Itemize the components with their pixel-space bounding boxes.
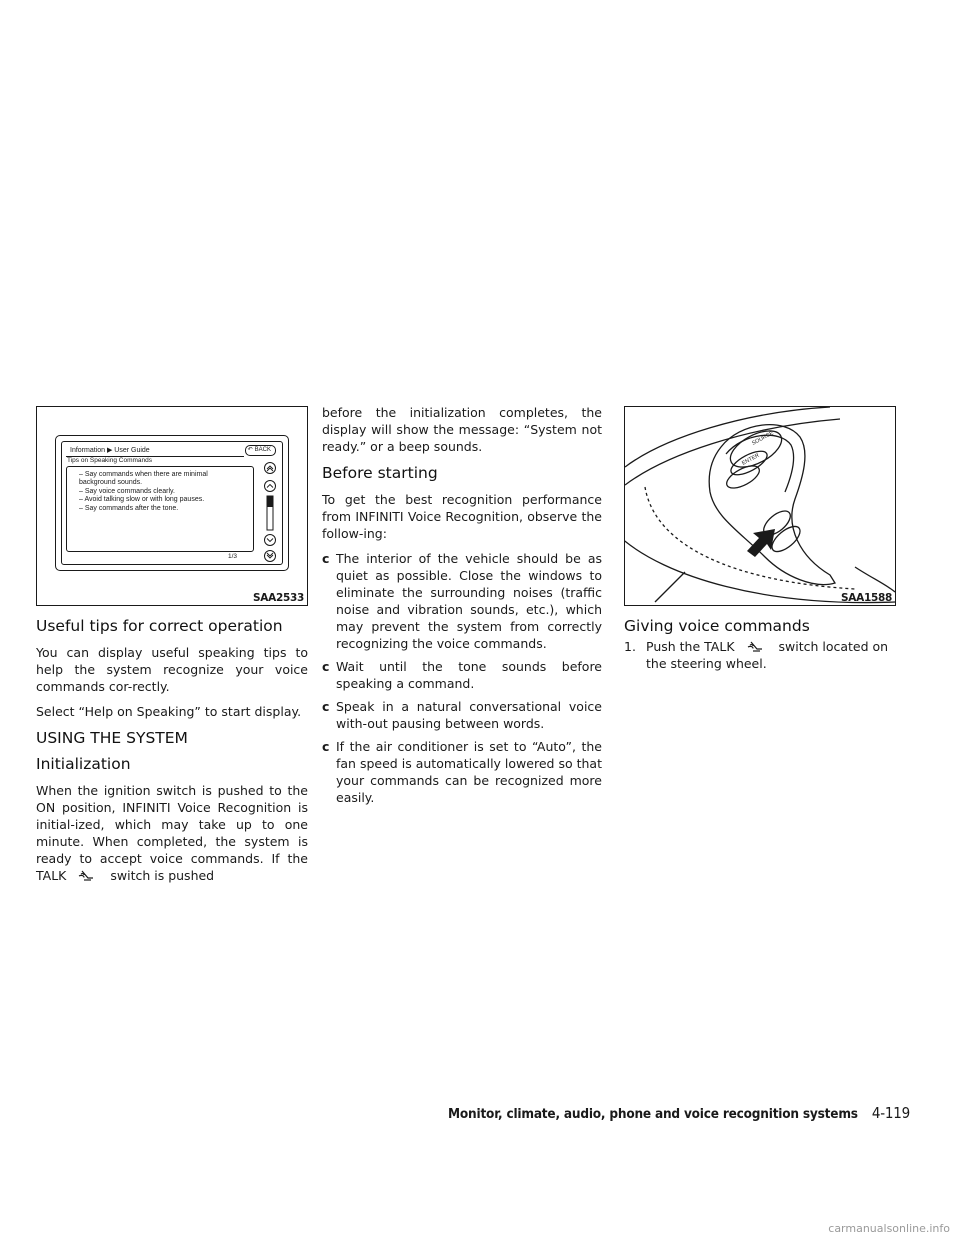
steering-wheel-illustration (625, 407, 895, 605)
column-1 (36, 616, 308, 892)
back-button[interactable] (245, 445, 276, 456)
paragraph-tips-1: You can display useful speaking tips to help the system recognize your voice commands cor-rectly. (36, 645, 308, 694)
enter-button-label: ENTER (741, 452, 761, 467)
back-arrow-icon: ↶ (247, 447, 253, 453)
figure-label: SAA2533 (253, 592, 304, 604)
page-up-icon[interactable] (265, 463, 276, 474)
back-button-label: BACK (254, 447, 271, 453)
scroll-up-icon[interactable] (265, 481, 276, 492)
tip-line: – Say commands after the tone. (79, 504, 179, 512)
list-item: c Wait until the tone sounds before speaking a command. (322, 659, 602, 691)
column-3 (624, 616, 896, 672)
tip-line: – Say commands when there are minimal (79, 471, 208, 478)
tip-line: – Avoid talking slow or with long pauses. (79, 496, 205, 504)
source-button-label: SOURCE (751, 430, 775, 447)
talk-switch-icon (70, 868, 106, 882)
bullet-mark: c (322, 739, 330, 754)
tips-box (66, 466, 254, 552)
heading-giving-voice-commands: Giving voice commands (624, 617, 810, 635)
list-item: c If the air conditioner is set to “Auto”, the fan speed is automatically lowered so that your commands can be recognized more easily. (322, 739, 602, 805)
heading-using-the-system: USING THE SYSTEM (36, 729, 188, 747)
footer-section-title: Monitor, climate, audio, phone and voice recognition systems (448, 1106, 858, 1122)
scroll-controls (258, 460, 282, 564)
page-footer (448, 1104, 910, 1122)
figure-label: SAA1588 (841, 592, 892, 604)
paragraph-continued: before the initialization completes, the display will show the message: “System not ready.” or a beep sounds. (322, 405, 602, 454)
heading-before-starting: Before starting (322, 464, 438, 482)
list-item: c Speak in a natural conversational voice with-out pausing between words. (322, 699, 602, 731)
paragraph-initialization (36, 782, 308, 884)
screen-title: Tips on Speaking Commands (67, 457, 153, 464)
tip-line: – Say voice commands clearly. (79, 487, 175, 495)
step-text-after: switch located on the steering wheel. (646, 639, 889, 671)
tip-line: background sounds. (79, 479, 143, 487)
figure-steering-wheel (624, 406, 896, 606)
figure-speaking-tips-screen (36, 406, 308, 606)
paragraph-tips-2: Select “Help on Speaking” to start display. (36, 704, 302, 719)
talk-switch-icon (739, 639, 775, 653)
heading-useful-tips: Useful tips for correct operation (36, 617, 283, 635)
screen-display (61, 441, 283, 565)
heading-initialization: Initialization (36, 755, 131, 773)
init-text-before: When the ignition switch is pushed to the ON position, INFINITI Voice Recognition is initial-ized, which may take up to one minute. When completed, the system is ready to accept voice commands. If the TALK (36, 783, 308, 883)
watermark: carmanualsonline.info (828, 1222, 950, 1235)
screen-breadcrumb: Information ▶ User Guide (70, 447, 150, 454)
scrollbar[interactable] (267, 496, 273, 530)
list-item: c The interior of the vehicle should be as quiet as possible. Close the windows to eliminate the surrounding noises (traffic noise and vibration sounds, etc.), which may prevent the system from correctly recognizing the voice commands. (322, 551, 602, 651)
page-indicator: 1/3 (228, 553, 238, 560)
init-text-after: switch is pushed (110, 868, 215, 883)
bullet-mark: c (322, 699, 330, 714)
paragraph-before-starting: To get the best recognition performance from INFINITI Voice Recognition, observe the follow-ing: (322, 492, 602, 541)
step-number: 1. (624, 639, 636, 654)
scroll-down-icon[interactable] (265, 535, 276, 546)
column-2 (322, 404, 602, 812)
step-text-before: Push the TALK (646, 639, 735, 654)
step-1 (624, 638, 896, 672)
page-number: 4-119 (871, 1104, 911, 1122)
bullet-mark: c (322, 551, 330, 566)
page-down-icon[interactable] (265, 551, 276, 562)
bullet-mark: c (322, 659, 330, 674)
